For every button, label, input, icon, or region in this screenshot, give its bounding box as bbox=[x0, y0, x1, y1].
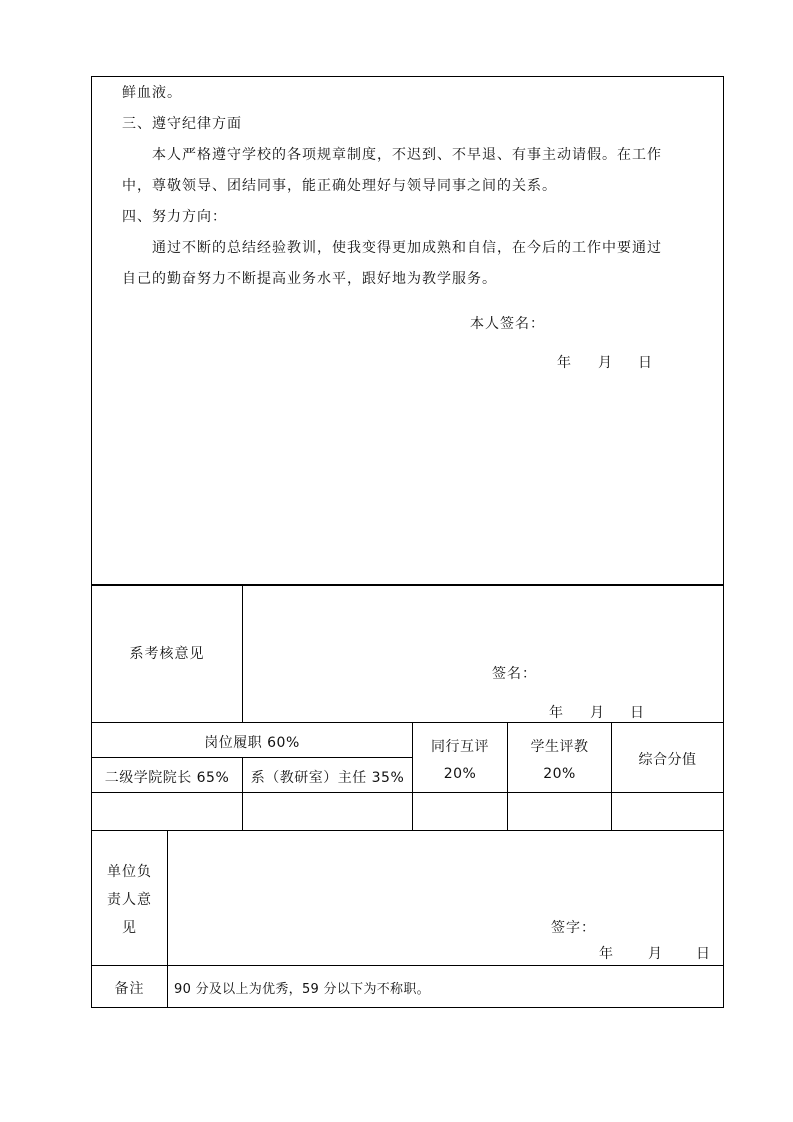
summary-line: 自己的勤奋努力不断提高业务水平，跟好地为教学服务。 bbox=[122, 271, 497, 287]
unit-date-day: 日 bbox=[696, 946, 711, 962]
unit-review-label-line: 责人意 bbox=[107, 892, 152, 908]
student-review-header: 学生评教 bbox=[530, 739, 589, 755]
dept-date-month: 月 bbox=[590, 705, 605, 721]
unit-date-month: 月 bbox=[648, 946, 663, 962]
dean-score-cell[interactable] bbox=[92, 793, 242, 830]
student-review-weight: 20% bbox=[543, 766, 576, 782]
total-score-header: 综合分值 bbox=[638, 752, 697, 768]
unit-review-label-line: 见 bbox=[122, 920, 137, 936]
dept-date-year: 年 bbox=[549, 705, 564, 721]
self-date-year: 年 bbox=[557, 355, 572, 371]
unit-date-year: 年 bbox=[599, 946, 614, 962]
dept-review-label: 系考核意见 bbox=[129, 646, 205, 662]
summary-heading-direction: 四、努力方向： bbox=[122, 209, 227, 225]
peer-review-weight: 20% bbox=[443, 766, 477, 782]
summary-line: 本人严格遵守学校的各项规章制度，不迟到、不早退、有事主动请假。在工作 bbox=[152, 147, 662, 163]
director-score-cell[interactable] bbox=[243, 793, 412, 830]
peer-review-header: 同行互评 bbox=[431, 739, 489, 755]
dept-date-day: 日 bbox=[630, 705, 645, 721]
remarks-text: 90 分及以上为优秀，59 分以下为不称职。 bbox=[174, 982, 430, 997]
director-header: 系（教研室）主任 35% bbox=[250, 770, 405, 786]
remarks-label: 备注 bbox=[114, 981, 145, 997]
summary-line: 鲜血液。 bbox=[122, 85, 182, 101]
self-date-month: 月 bbox=[598, 355, 613, 371]
self-signature-label: 本人签名： bbox=[470, 316, 545, 332]
post-duty-header: 岗位履职 60% bbox=[204, 735, 300, 751]
unit-signature-label: 签字： bbox=[551, 920, 596, 936]
unit-review-label-line: 单位负 bbox=[107, 864, 152, 880]
dept-signature-label: 签名： bbox=[492, 666, 537, 682]
summary-line: 通过不断的总结经验教训，使我变得更加成熟和自信，在今后的工作中要通过 bbox=[152, 240, 662, 256]
self-date-day: 日 bbox=[638, 355, 653, 371]
summary-line: 中，尊敬领导、团结同事，能正确处理好与领导同事之间的关系。 bbox=[122, 178, 557, 194]
peer-score-cell[interactable] bbox=[413, 793, 507, 830]
total-score-cell[interactable] bbox=[612, 793, 723, 830]
student-score-cell[interactable] bbox=[508, 793, 611, 830]
summary-heading-discipline: 三、遵守纪律方面 bbox=[122, 116, 242, 132]
dean-header: 二级学院院长 65% bbox=[104, 770, 230, 786]
